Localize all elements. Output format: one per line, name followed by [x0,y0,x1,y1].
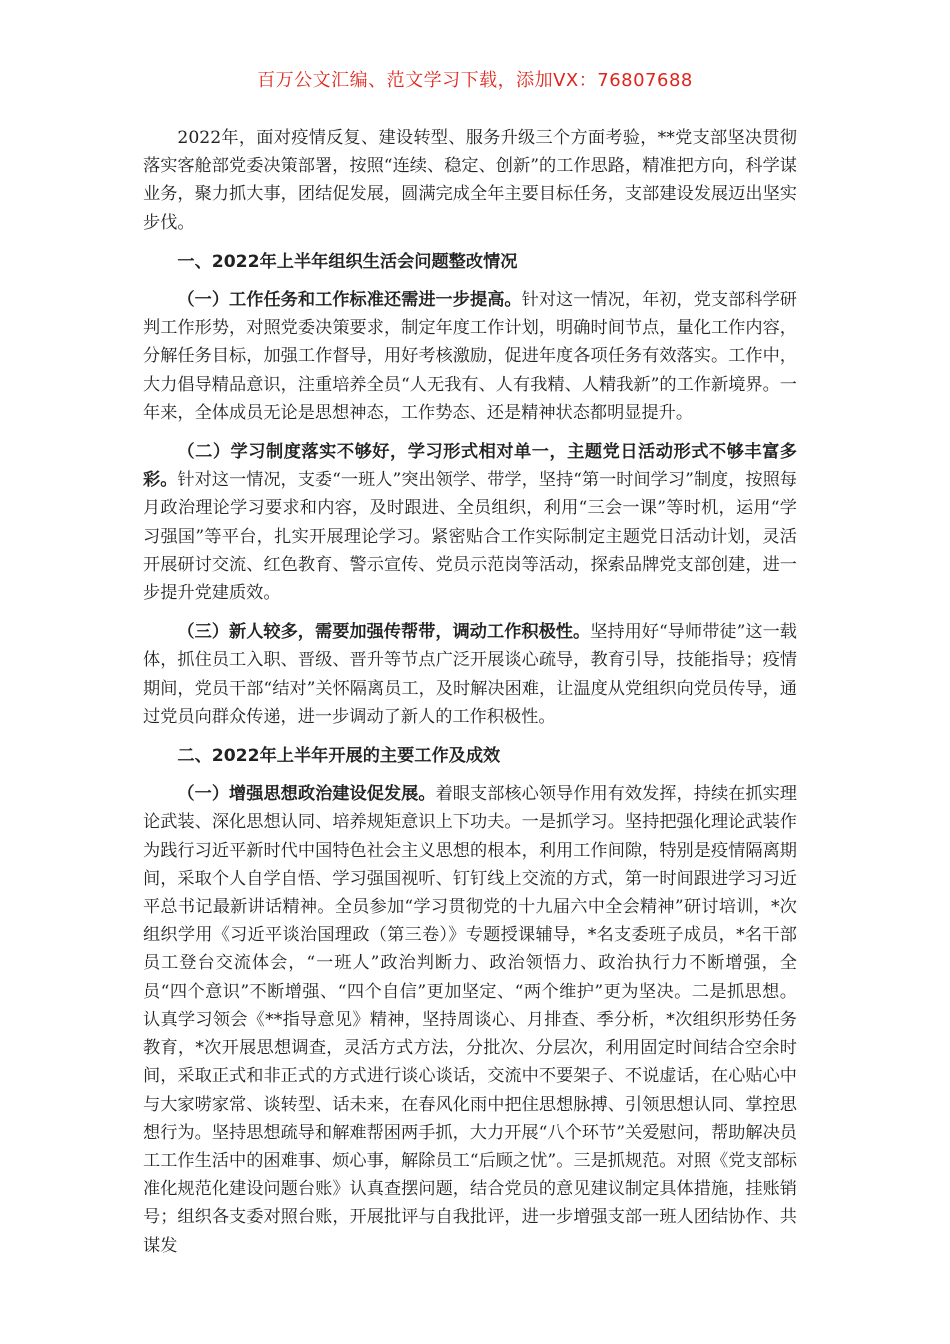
section-1-item-3 [143,618,797,731]
section-2-item-1 [143,780,797,1259]
document-body [143,124,797,1260]
section-1-item-3-lead: （三）新人较多，需要加强传帮带，调动工作积极性。 [177,622,591,643]
intro-paragraph: 2022年，面对疫情反复、建设转型、服务升级三个方面考验，**党支部坚决贯彻落实客舱部党委决策部署，按照“连续、稳定、创新”的工作思路，精准把方向，科学谋业务，聚力抓大事，团结促发展，圆满完成全年主要目标任务，支部建设发展迈出坚实步伐。 [143,128,797,233]
header-banner: 百万公文汇编、范文学习下载，添加VX：76807688 [257,70,693,91]
section-1-item-2-lead: （二）学习制度落实不够好，学习形式相对单一，主题党日活动形式不够丰富多彩。 [143,442,797,491]
section-1-heading: 一、2022年上半年组织生活会问题整改情况 [177,251,518,272]
section-1-item-3-body: 坚持用好“导师带徒”这一载体，抓住员工入职、晋级、晋升等节点广泛开展谈心疏导，教育引导，技能指导；疫情期间，党员干部“结对”关怀隔离员工，及时解决困难，让温度从党组织向党员传导，通过党员向群众传递，进一步调动了新人的工作积极性。 [143,622,797,727]
section-1-item-2-body: 针对这一情况，支委“一班人”突出领学、带学，坚持“第一时间学习”制度，按照每月政治理论学习要求和内容，及时跟进、全员组织，利用“三会一课”等时机，运用“学习强国”等平台，扎实开展理论学习。紧密贴合工作实际制定主题党日活动计划，灵活开展研讨交流、红色教育、警示宣传、党员示范岗等活动，探索品牌党支部创建，进一步提升党建质效。 [143,470,797,604]
section-1-item-2 [143,438,797,607]
section-2-heading: 二、2022年上半年开展的主要工作及成效 [177,746,501,767]
section-2-item-1-lead: （一）增强思想政治建设促发展。 [177,784,436,805]
section-1-item-1 [143,286,797,427]
section-2-item-1-body: 着眼支部核心领导作用有效发挥，持续在抓实理论武装、深化思想认同、培养规矩意识上下功夫。一是抓学习。坚持把强化理论武装作为践行习近平新时代中国特色社会主义思想的根本，利用工作间隙，特别是疫情隔离期间，采取个人自学自悟、学习强国视听、钉钉线上交流的方式，第一时间跟进学习习近平总书记最新讲话精神。全员参加“学习贯彻党的十九届六中全会精神”研讨培训，*次组织学用《习近平谈治国理政（第三卷）》专题授课辅导，*名支委班子成员，*名干部员工登台交流体会，“一班人”政治判断力、政治领悟力、政治执行力不断增强，全员“四个意识”不断增强、“四个自信”更加坚定、“两个维护”更为坚决。二是抓思想。认真学习领会《**指导意见》精神，坚持周谈心、月排查、季分析，*次组织形势任务教育，*次开展思想调查，灵活方式方法，分批次、分层次，利用固定时间结合空余时间，采取正式和非正式的方式进行谈心谈话，交流中不要架子、不说虚话，在心贴心中与大家唠家常、谈转型、话未来，在春风化雨中把住思想脉搏、引领思想认同、掌控思想行为。坚持思想疏导和解难帮困两手抓，大力开展“八个环节”关爱慰问，帮助解决员工工作生活中的困难事、烦心事，解除员工“后顾之忧”。三是抓规范。对照《党支部标准化规范化建设问题台账》认真查摆问题，结合党员的意见建议制定具体措施，挂账销号；组织各支委对照台账，开展批评与自我批评，进一步增强支部一班人团结协作、共谋发 [143,784,797,1256]
section-1-item-1-body: 针对这一情况，年初，党支部科学研判工作形势，对照党委决策要求，制定年度工作计划，明确时间节点，量化工作内容，分解任务目标，加强工作督导，用好考核激励，促进年度各项任务有效落实。工作中，大力倡导精品意识，注重培养全员“人无我有、人有我精、人精我新”的工作新境界。一年来，全体成员无论是思想神态，工作势态、还是精神状态都明显提升。 [143,290,797,423]
section-1-item-1-lead: （一）工作任务和工作标准还需进一步提高。 [177,290,522,311]
